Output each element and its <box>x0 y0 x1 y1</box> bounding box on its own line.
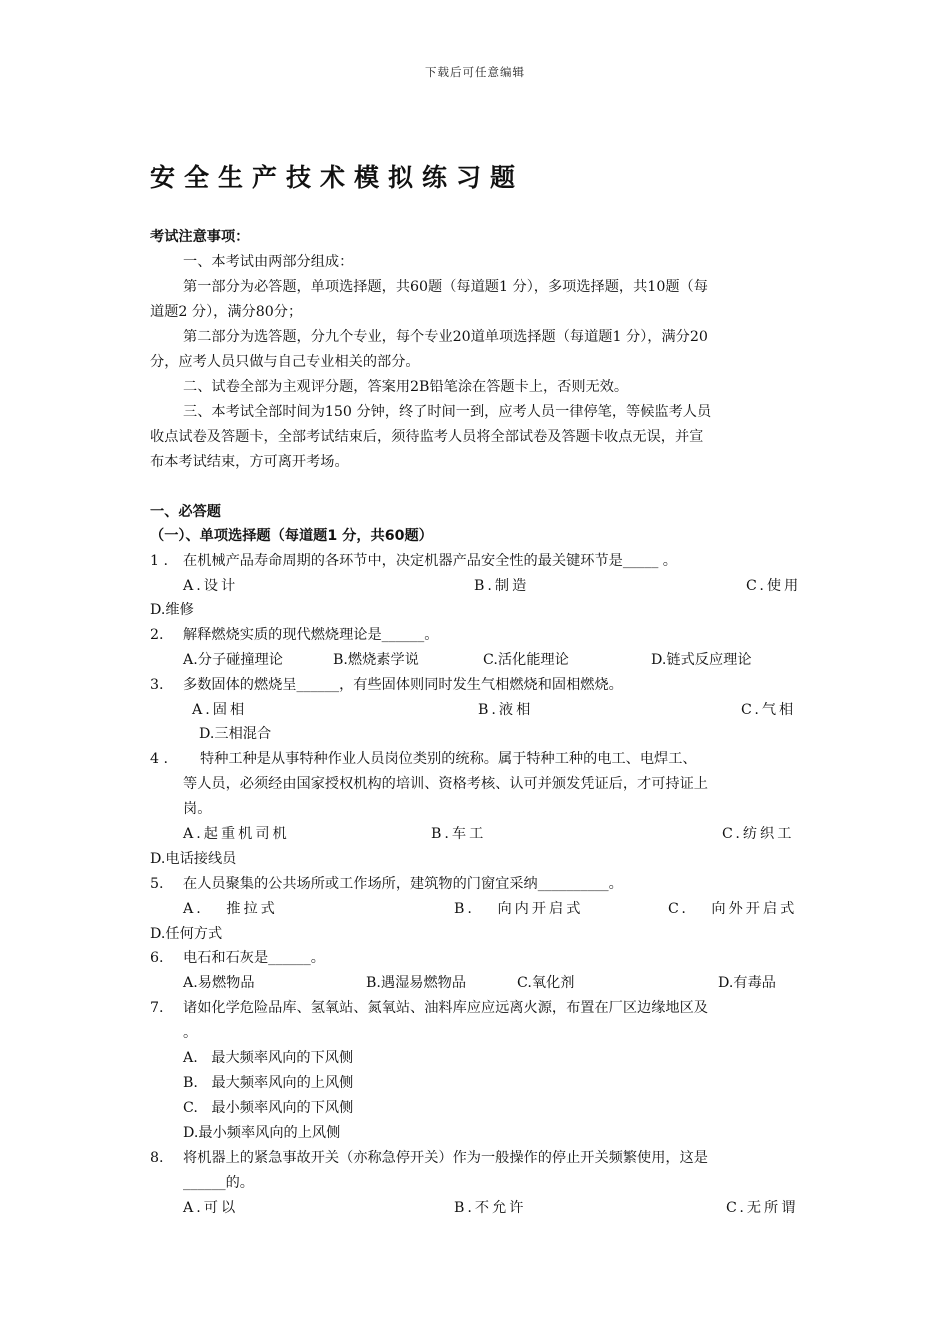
question-1-option-b: B.制造 <box>474 578 530 594</box>
question-3-option-c: C.气相 <box>741 702 797 718</box>
question-6-option-d: D.有毒品 <box>718 975 776 991</box>
question-6-option-b: B.遇湿易燃物品 <box>366 975 467 991</box>
question-6-stem: 电石和石灰是______。 <box>183 950 325 966</box>
notice-paragraph-1: 一、本考试由两部分组成： <box>183 254 354 270</box>
notice-paragraph-3-line-2: 分，应考人员只做与自己专业相关的部分。 <box>150 354 420 370</box>
question-7-option-d: D.最小频率风向的上风侧 <box>183 1125 341 1141</box>
question-4-option-d: D.电话接线员 <box>150 851 237 867</box>
question-8-option-c: C.无所谓 <box>726 1200 799 1216</box>
question-1-option-d: D.维修 <box>150 602 194 618</box>
question-4-stem-line-2: 等人员，必须经由国家授权机构的培训、资格考核、认可并颁发凭证后，才可持证上 <box>183 776 708 792</box>
question-5-option-b: B. 向内开启式 <box>454 901 584 917</box>
question-4-stem-line-3: 岗。 <box>183 801 212 817</box>
question-8-stem-line-1: 将机器上的紧急事故开关（亦称急停开关）作为一般操作的停止开关频繁使用，这是 <box>183 1150 708 1166</box>
question-3-option-a: A.固相 <box>192 702 248 718</box>
question-6-option-c: C.氧化剂 <box>517 975 575 991</box>
question-3-option-b: B.液相 <box>478 702 534 718</box>
question-4-option-c: C.纺织工 <box>722 826 795 842</box>
question-3-stem: 多数固体的燃烧呈______，有些固体则同时发生气相燃烧和固相燃烧。 <box>183 677 623 693</box>
question-6-option-a: A.易燃物品 <box>183 975 255 991</box>
question-3-number: 3. <box>150 677 164 693</box>
question-1-stem: 在机械产品寿命周期的各环节中，决定机器产品安全性的最关键环节是_____ 。 <box>183 553 677 569</box>
question-7-number: 7. <box>150 1000 164 1016</box>
question-1-number: 1 . <box>150 553 169 569</box>
question-2-option-b: B.燃烧素学说 <box>333 652 419 668</box>
question-4-option-b: B.车工 <box>431 826 487 842</box>
question-5-option-d: D.任何方式 <box>150 926 223 942</box>
question-8-number: 8. <box>150 1150 164 1166</box>
question-1-option-a: A.设计 <box>183 578 239 594</box>
question-4-option-a: A.起重机司机 <box>183 826 290 842</box>
question-7-stem-line-2: 。 <box>183 1025 198 1041</box>
notice-paragraph-5-line-3: 布本考试结束，方可离开考场。 <box>150 454 349 470</box>
question-4-number: 4 . <box>150 751 169 767</box>
notice-paragraph-4: 二、试卷全部为主观评分题，答案用2B铅笔涂在答题卡上，否则无效。 <box>183 379 629 395</box>
section-title: 一、必答题 <box>150 504 221 520</box>
question-6-number: 6. <box>150 950 164 966</box>
question-2-number: 2. <box>150 627 164 643</box>
question-2-option-a: A.分子碰撞理论 <box>183 652 283 668</box>
question-7-option-b: B. 最大频率风向的上风侧 <box>183 1075 354 1091</box>
question-2-stem: 解释燃烧实质的现代燃烧理论是______。 <box>183 627 439 643</box>
notice-paragraph-2-line-1: 第一部分为必答题，单项选择题，共60题（每道题1 分），多项选择题，共10题（每 <box>183 279 708 295</box>
notice-paragraph-5-line-1: 三、本考试全部时间为150 分钟，终了时间一到，应考人员一律停笔，等候监考人员 <box>183 404 712 420</box>
notice-paragraph-3-line-1: 第二部分为选答题，分九个专业，每个专业20道单项选择题（每道题1 分），满分20 <box>183 329 708 345</box>
question-3-option-d: D.三相混合 <box>199 726 272 742</box>
question-1-option-c: C.使用 <box>746 578 802 594</box>
question-4-stem-line-1: 特种工种是从事特种作业人员岗位类别的统称。属于特种工种的电工、电焊工、 <box>200 751 697 767</box>
notice-paragraph-2-line-2: 道题2 分），满分80分； <box>150 304 303 320</box>
question-2-option-d: D.链式反应理论 <box>651 652 752 668</box>
question-7-option-c: C. 最小频率风向的下风侧 <box>183 1100 354 1116</box>
question-8-option-a: A.可以 <box>183 1200 239 1216</box>
document-title: 安全生产技术模拟练习题 <box>150 163 525 192</box>
section-subtitle: （一）、单项选择题（每道题1 分，共60题） <box>150 528 433 544</box>
question-7-option-a: A. 最大频率风向的下风侧 <box>183 1050 354 1066</box>
question-5-option-c: C. 向外开启式 <box>668 901 798 917</box>
question-5-number: 5. <box>150 876 164 892</box>
question-5-stem: 在人员聚集的公共场所或工作场所，建筑物的门窗宜采纳__________。 <box>183 876 623 892</box>
question-2-option-c: C.活化能理论 <box>483 652 569 668</box>
question-8-option-b: B.不允许 <box>454 1200 527 1216</box>
question-5-option-a: A. 推拉式 <box>183 901 278 917</box>
notice-paragraph-5-line-2: 收点试卷及答题卡，全部考试结束后，须待监考人员将全部试卷及答题卡收点无误，并宣 <box>150 429 704 445</box>
notice-heading: 考试注意事项： <box>150 229 250 245</box>
question-8-stem-line-2: ______的。 <box>183 1175 254 1191</box>
page-header-note: 下载后可任意编辑 <box>425 65 525 79</box>
question-7-stem-line-1: 诸如化学危险品库、氢氧站、氮氧站、油料库应应远离火源，布置在厂区边缘地区及 <box>183 1000 708 1016</box>
